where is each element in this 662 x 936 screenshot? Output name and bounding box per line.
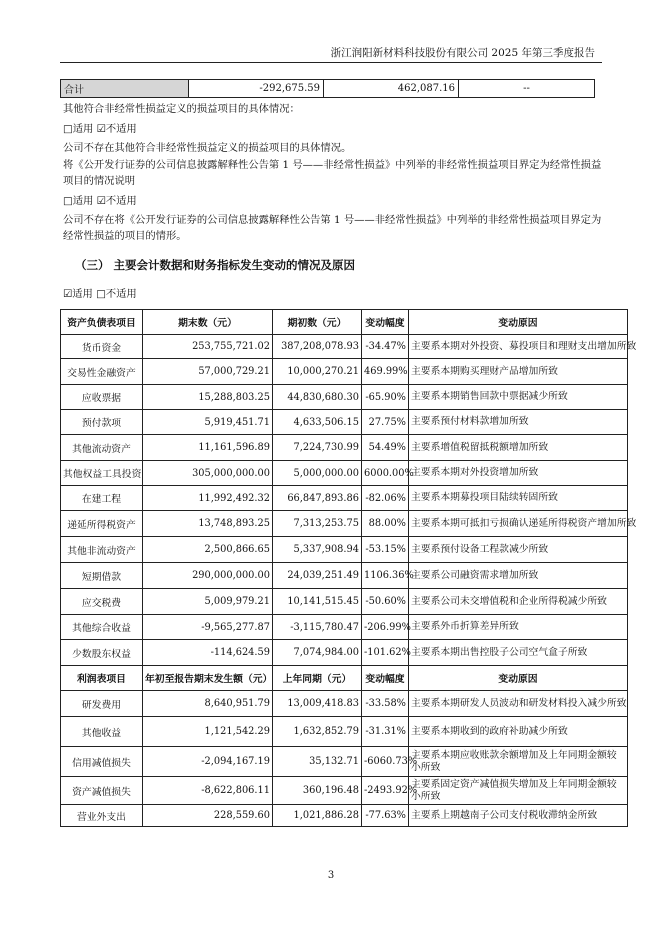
row-change: 469.99%	[362, 359, 409, 385]
row-change: -82.06%	[362, 486, 409, 511]
table-row	[61, 563, 628, 589]
row-reason: 主要系公司融资需求增加所致	[409, 563, 628, 589]
row-end-value: 8,640,951.79	[143, 691, 273, 717]
row-item: 研发费用	[61, 691, 143, 717]
row-end-value: -9,565,277.87	[143, 615, 273, 640]
row-change: 6000.00%	[362, 461, 409, 486]
row-change: 54.49%	[362, 435, 409, 461]
income-header-row	[61, 666, 628, 691]
note-line: 将《公开发行证券的公司信息披露解释性公告第 1 号——非经常性损益》中列举的非经常性损益项目界定为经常性损益	[63, 159, 602, 171]
table-row	[61, 589, 628, 615]
row-change: 88.00%	[362, 511, 409, 537]
column-header: 利润表项目	[61, 666, 143, 691]
column-header: 期初数（元）	[273, 310, 362, 335]
row-change: -2493.92%	[362, 777, 409, 805]
row-begin-value: 5,337,908.94	[273, 537, 362, 563]
table-row	[61, 640, 628, 666]
row-end-value: 5,009,979.21	[143, 589, 273, 615]
row-reason: 主要系本期研发人员波动和研发材料投入减少所致	[409, 691, 628, 717]
row-end-value: -2,094,167.19	[143, 747, 273, 777]
row-begin-value: 360,196.48	[273, 777, 362, 805]
row-end-value: 290,000,000.00	[143, 563, 273, 589]
row-reason: 主要系本期购买理财产品增加所致	[409, 359, 628, 385]
row-item: 其他权益工具投资	[61, 461, 143, 486]
total-row	[61, 80, 595, 98]
row-end-value: -8,622,806.11	[143, 777, 273, 805]
row-item: 预付款项	[61, 410, 143, 435]
row-begin-value: 35,132.71	[273, 747, 362, 777]
row-begin-value: -3,115,780.47	[273, 615, 362, 640]
row-begin-value: 66,847,893.86	[273, 486, 362, 511]
row-item: 在建工程	[61, 486, 143, 511]
note-line: 经常性损益的项目的情形。	[63, 230, 187, 242]
table-row	[61, 511, 628, 537]
row-reason: 主要系本期应收账款余额增加及上年同期金额较小所致	[409, 747, 628, 777]
column-header: 变动幅度	[362, 666, 409, 691]
total-note: --	[459, 80, 595, 98]
total-ytd: 462,087.16	[324, 80, 459, 98]
table-row	[61, 777, 628, 805]
row-begin-value: 4,633,506.15	[273, 410, 362, 435]
table-row	[61, 410, 628, 435]
row-item: 营业外支出	[61, 805, 143, 827]
row-end-value: 15,288,803.25	[143, 385, 273, 410]
change-table	[60, 309, 637, 827]
column-header: 期末数（元）	[143, 310, 273, 335]
row-begin-value: 7,224,730.99	[273, 435, 362, 461]
row-end-value: -114,624.59	[143, 640, 273, 666]
row-begin-value: 1,632,852.79	[273, 717, 362, 747]
row-change: -50.60%	[362, 589, 409, 615]
section-title: （三） 主要会计数据和财务指标发生变动的情况及原因	[75, 258, 356, 272]
row-reason: 主要系预付设备工程款减少所致	[409, 537, 628, 563]
row-change: -31.31%	[362, 717, 409, 747]
row-begin-value: 10,000,270.21	[273, 359, 362, 385]
row-item: 交易性金融资产	[61, 359, 143, 385]
row-item: 资产减值损失	[61, 777, 143, 805]
applicability-check: □适用 ☑不适用	[63, 123, 137, 135]
note-line: 其他符合非经常性损益定义的损益项目的具体情况：	[63, 103, 300, 115]
row-reason: 主要系本期募投项目陆续转固所致	[409, 486, 628, 511]
table-row	[61, 537, 628, 563]
table-row	[61, 486, 628, 511]
row-end-value: 11,992,492.32	[143, 486, 273, 511]
row-reason: 主要系本期对外投资、募投项目和理财支出增加所致	[409, 335, 628, 359]
table-row	[61, 717, 628, 747]
row-item: 少数股东权益	[61, 640, 143, 666]
row-change: 1106.36%	[362, 563, 409, 589]
row-end-value: 228,559.60	[143, 805, 273, 827]
page-header: 浙江润阳新材料科技股份有限公司 2025 年第三季度报告	[330, 47, 595, 59]
total-label: 合计	[61, 80, 189, 98]
row-item: 其他非流动资产	[61, 537, 143, 563]
total-current: -292,675.59	[189, 80, 324, 98]
row-begin-value: 7,074,984.00	[273, 640, 362, 666]
row-begin-value: 10,141,515.45	[273, 589, 362, 615]
row-reason: 主要系本期销售回款中票据减少所致	[409, 385, 628, 410]
row-reason: 主要系本期出售控股子公司空气盒子所致	[409, 640, 628, 666]
row-end-value: 253,755,721.02	[143, 335, 273, 359]
row-change: -206.99%	[362, 615, 409, 640]
row-end-value: 13,748,893.25	[143, 511, 273, 537]
header-divider	[60, 62, 602, 63]
row-change: -65.90%	[362, 385, 409, 410]
row-reason: 主要系增值税留抵税额增加所致	[409, 435, 628, 461]
row-begin-value: 5,000,000.00	[273, 461, 362, 486]
table-row	[61, 461, 628, 486]
row-item: 其他综合收益	[61, 615, 143, 640]
row-change: -6060.73%	[362, 747, 409, 777]
total-table	[60, 79, 595, 98]
row-begin-value: 24,039,251.49	[273, 563, 362, 589]
row-change: 27.75%	[362, 410, 409, 435]
table-row	[61, 805, 628, 827]
row-reason: 主要系公司未交增值税和企业所得税减少所致	[409, 589, 628, 615]
table-row	[61, 615, 628, 640]
row-reason: 主要系上期越南子公司支付税收滞纳金所致	[409, 805, 628, 827]
row-item: 应交税费	[61, 589, 143, 615]
column-header: 年初至报告期末发生额（元）	[143, 666, 273, 691]
row-item: 其他流动资产	[61, 435, 143, 461]
row-item: 递延所得税资产	[61, 511, 143, 537]
column-header: 变动幅度	[362, 310, 409, 335]
note-line: 公司不存在将《公开发行证券的公司信息披露解释性公告第 1 号——非经常性损益》中列举的非经常性损益项目界定为	[63, 214, 602, 226]
row-reason: 主要系外币折算差异所致	[409, 615, 628, 640]
row-change: -33.58%	[362, 691, 409, 717]
column-header: 变动原因	[409, 310, 628, 335]
column-header: 上年同期（元）	[273, 666, 362, 691]
row-item: 其他收益	[61, 717, 143, 747]
row-begin-value: 13,009,418.83	[273, 691, 362, 717]
row-item: 短期借款	[61, 563, 143, 589]
balance-header-row	[61, 310, 628, 335]
row-begin-value: 44,830,680.30	[273, 385, 362, 410]
row-begin-value: 387,208,078.93	[273, 335, 362, 359]
row-end-value: 305,000,000.00	[143, 461, 273, 486]
row-reason: 主要系预付材料款增加所致	[409, 410, 628, 435]
row-begin-value: 7,313,253.75	[273, 511, 362, 537]
row-reason: 主要系本期可抵扣亏损确认递延所得税资产增加所致	[409, 511, 628, 537]
table-row	[61, 747, 628, 777]
row-reason: 主要系本期对外投资增加所致	[409, 461, 628, 486]
table-row	[61, 335, 628, 359]
row-end-value: 2,500,866.65	[143, 537, 273, 563]
note-line: 公司不存在其他符合非经常性损益定义的损益项目的具体情况。	[63, 142, 352, 154]
applicability-check: □适用 ☑不适用	[63, 195, 137, 207]
row-item: 应收票据	[61, 385, 143, 410]
row-end-value: 11,161,596.89	[143, 435, 273, 461]
row-reason: 主要系固定资产减值损失增加及上年同期金额较小所致	[409, 777, 628, 805]
note-line: 项目的情况说明	[63, 175, 136, 187]
row-item: 信用减值损失	[61, 747, 143, 777]
row-change: -53.15%	[362, 537, 409, 563]
table-row	[61, 691, 628, 717]
table-row	[61, 359, 628, 385]
table-row	[61, 435, 628, 461]
row-end-value: 1,121,542.29	[143, 717, 273, 747]
table-row	[61, 385, 628, 410]
row-item: 货币资金	[61, 335, 143, 359]
row-end-value: 57,000,729.21	[143, 359, 273, 385]
column-header: 资产负债表项目	[61, 310, 143, 335]
row-reason: 主要系本期收到的政府补助减少所致	[409, 717, 628, 747]
applicability-check: ☑适用 □不适用	[63, 288, 137, 300]
row-change: -34.47%	[362, 335, 409, 359]
column-header: 变动原因	[409, 666, 628, 691]
row-end-value: 5,919,451.71	[143, 410, 273, 435]
page-number: 3	[327, 870, 335, 881]
row-begin-value: 1,021,886.28	[273, 805, 362, 827]
row-change: -101.62%	[362, 640, 409, 666]
row-change: -77.63%	[362, 805, 409, 827]
